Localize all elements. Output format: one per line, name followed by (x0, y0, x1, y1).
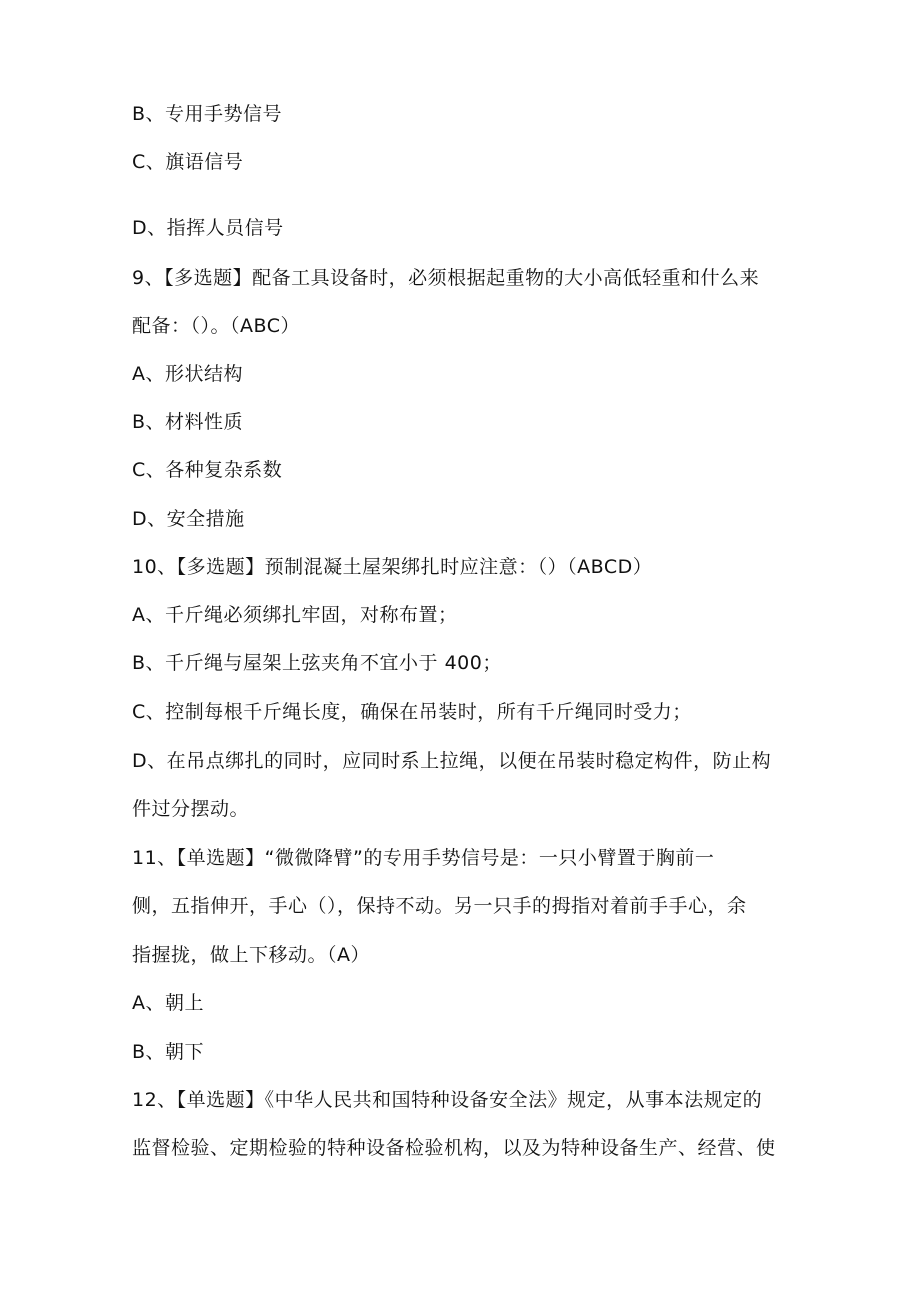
q10-option-b: B、千斤绳与屋架上弦夹角不宜小于 400； (132, 652, 502, 674)
q12-stem-line2: 监督检验、定期检验的特种设备检验机构，以及为特种设备生产、经营、使 (132, 1137, 776, 1159)
q11-option-a: A、朝上 (132, 992, 204, 1014)
q11-stem-line1: 11、【单选题】“微微降臂”的专用手势信号是：一只小臂置于胸前一 (132, 847, 715, 869)
q10-option-c: C、控制每根千斤绳长度，确保在吊装时，所有千斤绳同时受力； (132, 701, 692, 723)
q11-stem-line3: 指握拢，做上下移动。（A） (132, 944, 370, 966)
q11-stem-line2: 侧，五指伸开，手心（），保持不动。另一只手的拇指对着前手手心，余 (132, 895, 747, 917)
q9-option-b: B、材料性质 (132, 411, 244, 433)
q10-option-a: A、千斤绳必须绑扎牢固，对称布置； (132, 604, 458, 626)
q8-option-c: C、旗语信号 (132, 151, 244, 173)
q8-option-d: D、指挥人员信号 (132, 217, 284, 239)
q10-option-d-line2: 件过分摆动。 (132, 798, 250, 820)
q11-option-b: B、朝下 (132, 1041, 205, 1063)
q8-option-b: B、专用手势信号 (132, 103, 283, 125)
q9-option-c: C、各种复杂系数 (132, 459, 283, 481)
q9-option-a: A、形状结构 (132, 363, 243, 385)
q9-stem-line2: 配备：（）。（ABC） (132, 315, 300, 337)
q10-option-d-line1: D、在吊点绑扎的同时，应同时系上拉绳，以便在吊装时稳定构件，防止构 (132, 750, 772, 772)
q9-stem-line1: 9、【多选题】配备工具设备时，必须根据起重物的大小高低轻重和什么来 (132, 267, 760, 289)
q12-stem-line1: 12、【单选题】《中华人民共和国特种设备安全法》规定，从事本法规定的 (132, 1089, 763, 1111)
q9-option-d: D、安全措施 (132, 508, 245, 530)
q10-stem: 10、【多选题】预制混凝土屋架绑扎时应注意：（）（ABCD） (132, 556, 653, 578)
